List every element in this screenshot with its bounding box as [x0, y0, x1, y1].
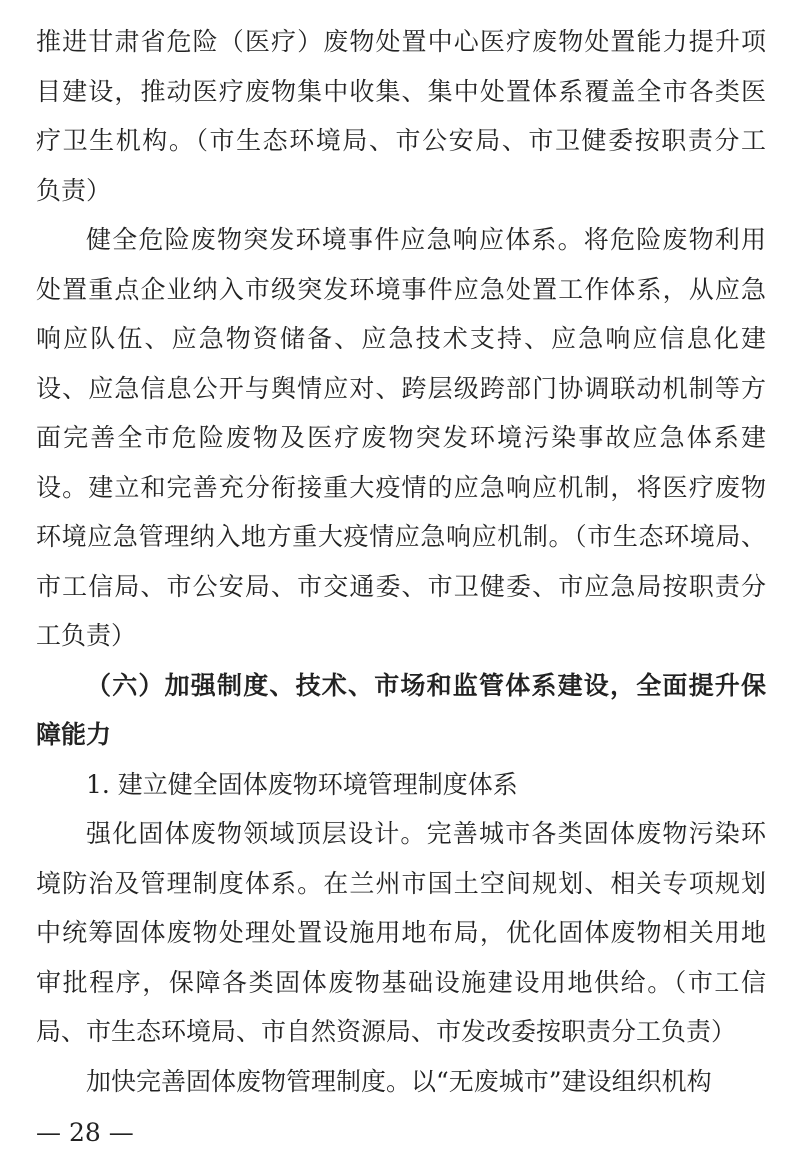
subsection-heading: 1. 建立健全固体废物环境管理制度体系	[86, 769, 518, 799]
text-line: 设、应急信息公开与舆情应对、跨层级跨部门协调联动机制等方	[36, 373, 766, 403]
text-line: 推进甘肃省危险（医疗）废物处置中心医疗废物处置能力提升项	[36, 27, 766, 56]
text-line: 设。建立和完善充分衔接重大疫情的应急响应机制，将医疗废物	[36, 472, 766, 502]
text-line: 响应队伍、应急物资储备、应急技术支持、应急响应信息化建	[36, 324, 766, 353]
text-line: 疗卫生机构。（市生态环境局、市公安局、市卫健委按职责分工	[36, 126, 766, 155]
section-heading-continued: 障能力	[36, 720, 112, 749]
text-line: 负责）	[36, 175, 112, 205]
paragraph-first-line: 健全危险废物突发环境事件应急响应体系。将危险废物利用	[86, 225, 766, 254]
text-line: 市工信局、市公安局、市交通委、市卫健委、市应急局按职责分	[36, 571, 766, 601]
paragraph-first-line: 强化固体废物领域顶层设计。完善城市各类固体废物污染环	[86, 819, 766, 848]
text-line: 局、市生态环境局、市自然资源局、市发改委按职责分工负责）	[36, 1017, 737, 1046]
page-number: — 28 —	[36, 1118, 134, 1147]
text-line: 目建设，推动医疗废物集中收集、集中处置体系覆盖全市各类医	[36, 76, 766, 106]
text-line: 环境应急管理纳入地方重大疫情应急响应机制。（市生态环境局、	[36, 522, 766, 551]
section-heading: （六）加强制度、技术、市场和监管体系建设，全面提升保	[86, 670, 766, 700]
text-line: 处置重点企业纳入市级突发环境事件应急处置工作体系，从应急	[36, 274, 766, 304]
text-line: 审批程序，保障各类固体废物基础设施建设用地供给。（市工信	[36, 967, 766, 997]
text-line: 工负责）	[36, 621, 137, 650]
text-line: 中统筹固体废物处理处置设施用地布局，优化固体废物相关用地	[36, 918, 766, 947]
text-line: 面完善全市危险废物及医疗废物突发环境污染事故应急体系建	[36, 423, 766, 452]
text-line: 境防治及管理制度体系。在兰州市国土空间规划、相关专项规划	[36, 868, 766, 898]
paragraph-first-line: 加快完善固体废物管理制度。以“无废城市”建设组织机构	[86, 1066, 712, 1096]
